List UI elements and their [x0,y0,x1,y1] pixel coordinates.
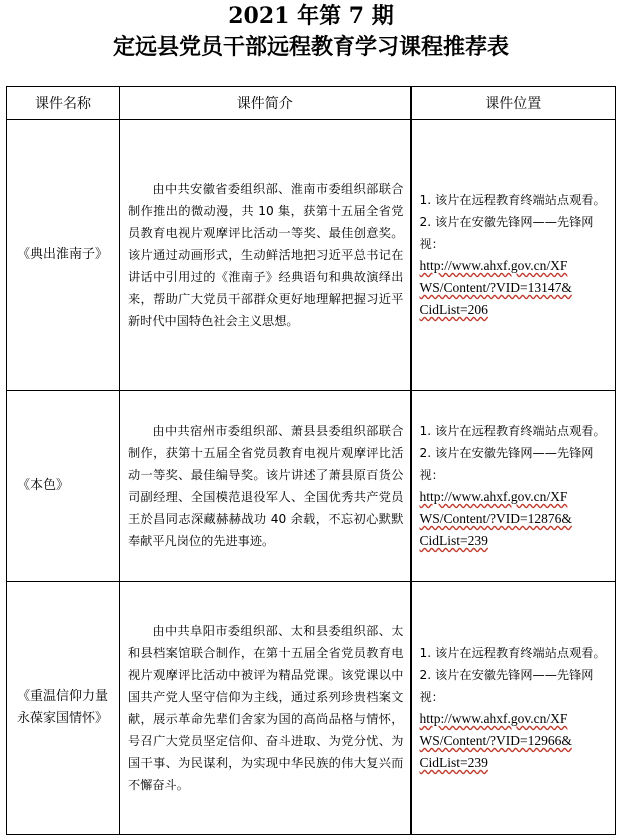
course-location [411,582,616,835]
location-website: 2. 该片在安徽先锋网——先锋网视： [419,215,594,251]
table-row [7,582,616,835]
column-header-intro: 课件简介 [120,87,411,120]
course-name: 《重温信仰力量 永葆家国情怀》 [7,582,120,835]
course-url-part2[interactable]: WS/Content/?VID=13147& [419,280,572,295]
course-location [411,120,616,391]
course-location [411,391,616,582]
course-intro: 由中共安徽省委组织部、淮南市委组织部联合制作推出的微动漫，共 10 集，获第十五届全省党员教育电视片观摩评比活动一等奖、最佳创意奖。该片通过动画形式，生动鲜活地把习近平总书记在讲话中引用过的《淮南子》经典语句和典故演绎出来，帮助广大党员干部群众更好地理解把握习近平新时代中国特色社会主义思想。 [120,120,411,391]
course-url-part1[interactable]: http://www.ahxf.gov.cn/XF [419,711,568,726]
course-name: 《本色》 [7,391,120,582]
course-intro: 由中共宿州市委组织部、萧县县委组织部联合制作，获第十五届全省党员教育电视片观摩评比活动一等奖、最佳编导奖。该片讲述了萧县原百货公司副经理、全国模范退役军人、全国优秀共产党员王於昌同志深藏赫赫战功 40 余载，不忘初心默默奉献平凡岗位的先进事迹。 [120,391,411,582]
location-terminal: 1. 该片在远程教育终端站点观看。 [419,193,606,207]
course-name: 《典出淮南子》 [7,120,120,391]
issue-number: 2021 年第 7 期 [228,3,394,29]
table-row [7,391,616,582]
course-url-part3[interactable]: CidList=206 [419,302,488,317]
table-row [7,120,616,391]
column-header-location: 课件位置 [411,87,616,120]
page-title: 定远县党员干部远程教育学习课程推荐表 [112,34,509,60]
course-url-part2[interactable]: WS/Content/?VID=12966& [419,733,572,748]
course-intro: 由中共阜阳市委组织部、太和县委组织部、太和县档案馆联合制作，在第十五届全省党员教育电视片观摩评比活动中被评为精品党课。该党课以中国共产党人坚守信仰为主线，通过系列珍贵档案文献，展示革命先辈们舍家为国的高尚品格与情怀，号召广大党员坚定信仰、奋斗进取、为党分忧、为国干事、为民谋利，为实现中华民族的伟大复兴而不懈奋斗。 [120,582,411,835]
location-terminal: 1. 该片在远程教育终端站点观看。 [419,646,606,660]
location-website: 2. 该片在安徽先锋网——先锋网视： [419,446,594,482]
course-url-part3[interactable]: CidList=239 [419,755,488,770]
course-url-part1[interactable]: http://www.ahxf.gov.cn/XF [419,489,568,504]
location-terminal: 1. 该片在远程教育终端站点观看。 [419,424,606,438]
course-table [6,86,616,835]
course-url-part2[interactable]: WS/Content/?VID=12876& [419,511,572,526]
course-url-part3[interactable]: CidList=239 [419,533,488,548]
table-header-row [7,87,616,120]
course-url-part1[interactable]: http://www.ahxf.gov.cn/XF [419,258,568,273]
location-website: 2. 该片在安徽先锋网——先锋网视： [419,668,594,704]
column-header-name: 课件名称 [7,87,120,120]
